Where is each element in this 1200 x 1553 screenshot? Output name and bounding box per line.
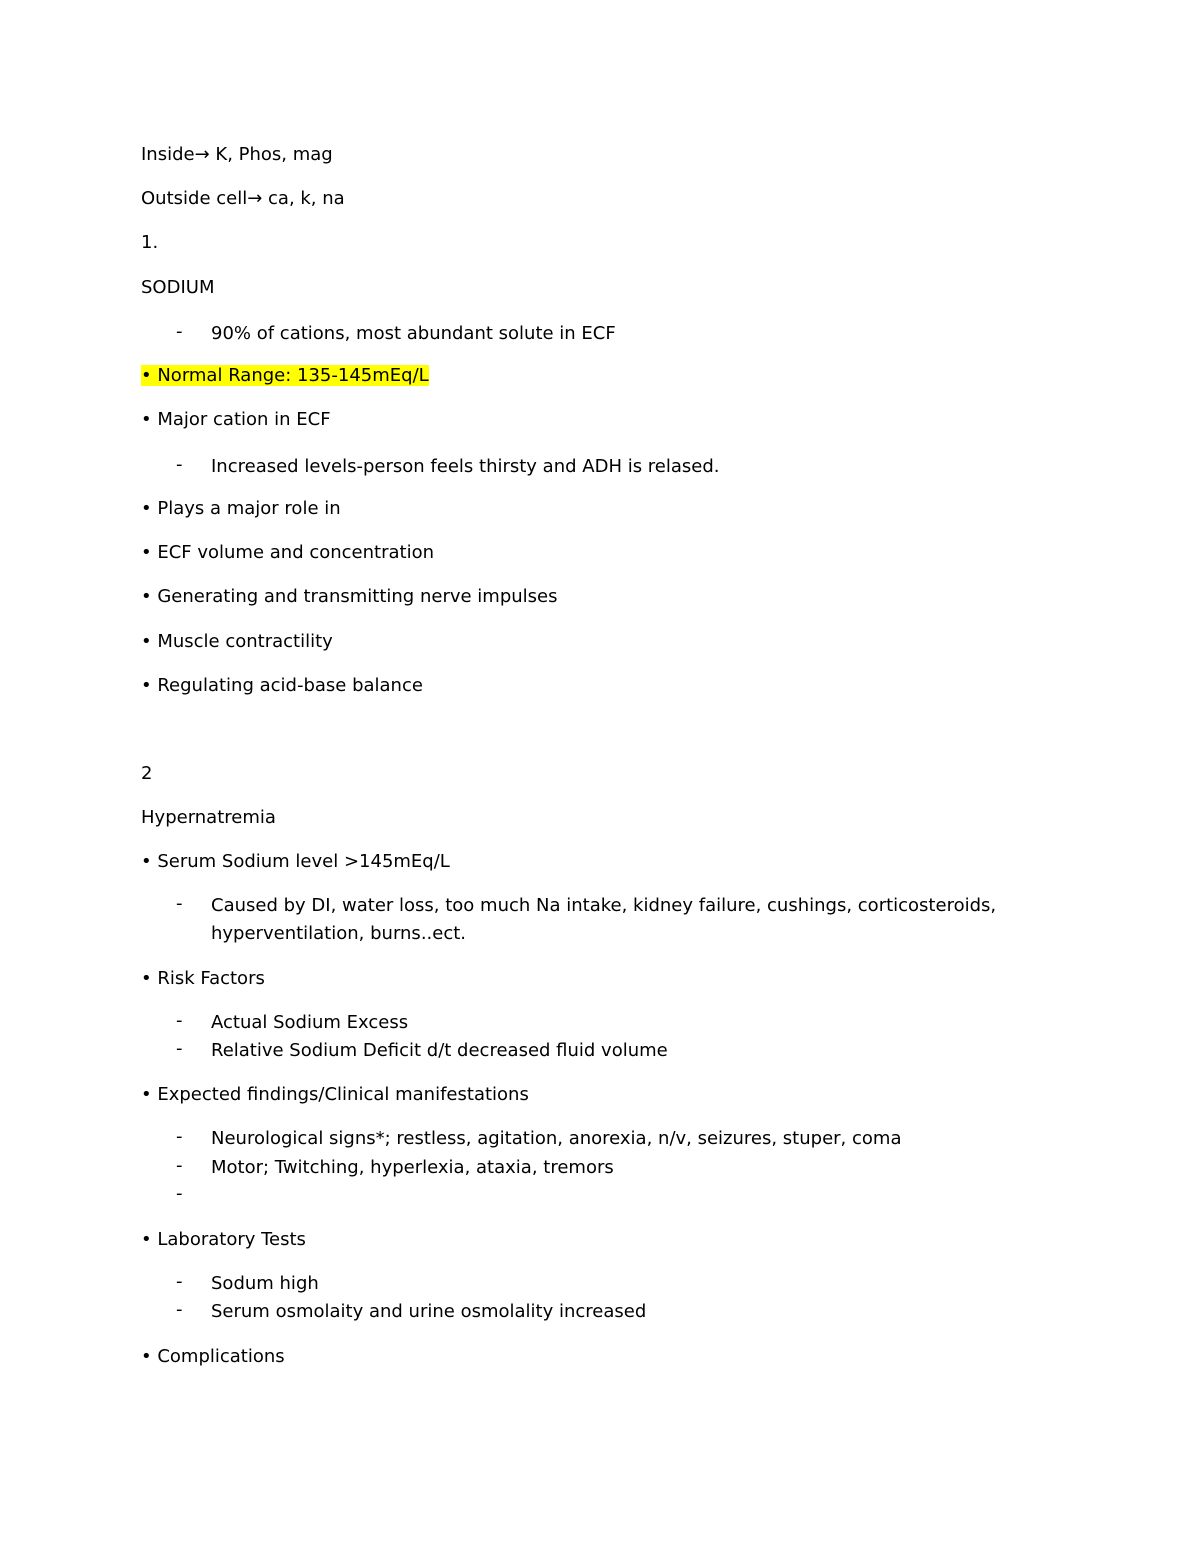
bullet-acid-base: • Regulating acid-base balance <box>141 675 423 696</box>
dash-item-neuro-signs <box>176 1125 1001 1153</box>
bullet-expected-findings: • Expected findings/Clinical manifestations <box>141 1084 529 1105</box>
dash-item-text: Neurological signs*; restless, agitation, anorexia, n/v, seizures, stuper, coma <box>211 1128 902 1149</box>
dash-marker: - <box>176 454 183 475</box>
bullet-risk-factors: • Risk Factors <box>141 968 265 989</box>
dash-item-increased-levels <box>176 453 1001 481</box>
dash-marker: - <box>176 1010 183 1031</box>
dash-item-text: Serum osmolaity and urine osmolality increased <box>211 1301 647 1322</box>
dash-item-cations <box>176 320 1001 348</box>
bullet-muscle: • Muscle contractility <box>141 631 333 652</box>
dash-marker: - <box>176 1126 183 1147</box>
bullet-major-cation: • Major cation in ECF <box>141 409 331 430</box>
heading-sodium: SODIUM <box>141 277 215 298</box>
dash-marker: - <box>176 1183 183 1204</box>
bullet-normal-range <box>141 364 429 388</box>
bullet-ecf-volume: • ECF volume and concentration <box>141 542 435 563</box>
highlighted-text: • Normal Range: 135-145mEq/L <box>141 365 429 386</box>
bullet-complications: • Complications <box>141 1346 285 1367</box>
dash-item-text: Sodum high <box>211 1273 319 1294</box>
dash-item-text: Relative Sodium Deficit d/t decreased fluid volume <box>211 1040 668 1061</box>
bullet-serum-sodium: • Serum Sodium level >145mEq/L <box>141 851 450 872</box>
dash-item-motor <box>176 1154 1001 1182</box>
section-number-1: 1. <box>141 232 159 253</box>
heading-hypernatremia: Hypernatremia <box>141 807 276 828</box>
outside-line: Outside cell→ ca, k, na <box>141 188 345 209</box>
dash-marker: - <box>176 321 183 342</box>
dash-item-actual-excess <box>176 1009 1001 1037</box>
dash-item-text: Increased levels-person feels thirsty and ADH is relased. <box>211 456 720 477</box>
bullet-plays-role: • Plays a major role in <box>141 498 341 519</box>
inside-line: Inside→ K, Phos, mag <box>141 144 333 165</box>
dash-item-text: Caused by DI, water loss, too much Na intake, kidney failure, cushings, corticosteroids, hyperventilation, burns..ect. <box>211 895 997 944</box>
dash-item-caused-by <box>176 892 1001 948</box>
dash-item-sodium-high <box>176 1270 1001 1298</box>
bullet-nerve-impulses: • Generating and transmitting nerve impulses <box>141 586 558 607</box>
dash-marker: - <box>176 893 183 914</box>
dash-item-osmolality <box>176 1298 1001 1326</box>
dash-marker: - <box>176 1155 183 1176</box>
section-number-2: 2 <box>141 763 153 784</box>
dash-item-text: Actual Sodium Excess <box>211 1012 409 1033</box>
dash-item-text: Motor; Twitching, hyperlexia, ataxia, tremors <box>211 1157 614 1178</box>
dash-marker: - <box>176 1299 183 1320</box>
dash-marker: - <box>176 1271 183 1292</box>
bullet-lab-tests: • Laboratory Tests <box>141 1229 306 1250</box>
dash-item-text: 90% of cations, most abundant solute in ECF <box>211 323 616 344</box>
dash-item-relative-deficit <box>176 1037 1001 1065</box>
dash-item-empty <box>176 1182 1001 1206</box>
dash-marker: - <box>176 1038 183 1059</box>
